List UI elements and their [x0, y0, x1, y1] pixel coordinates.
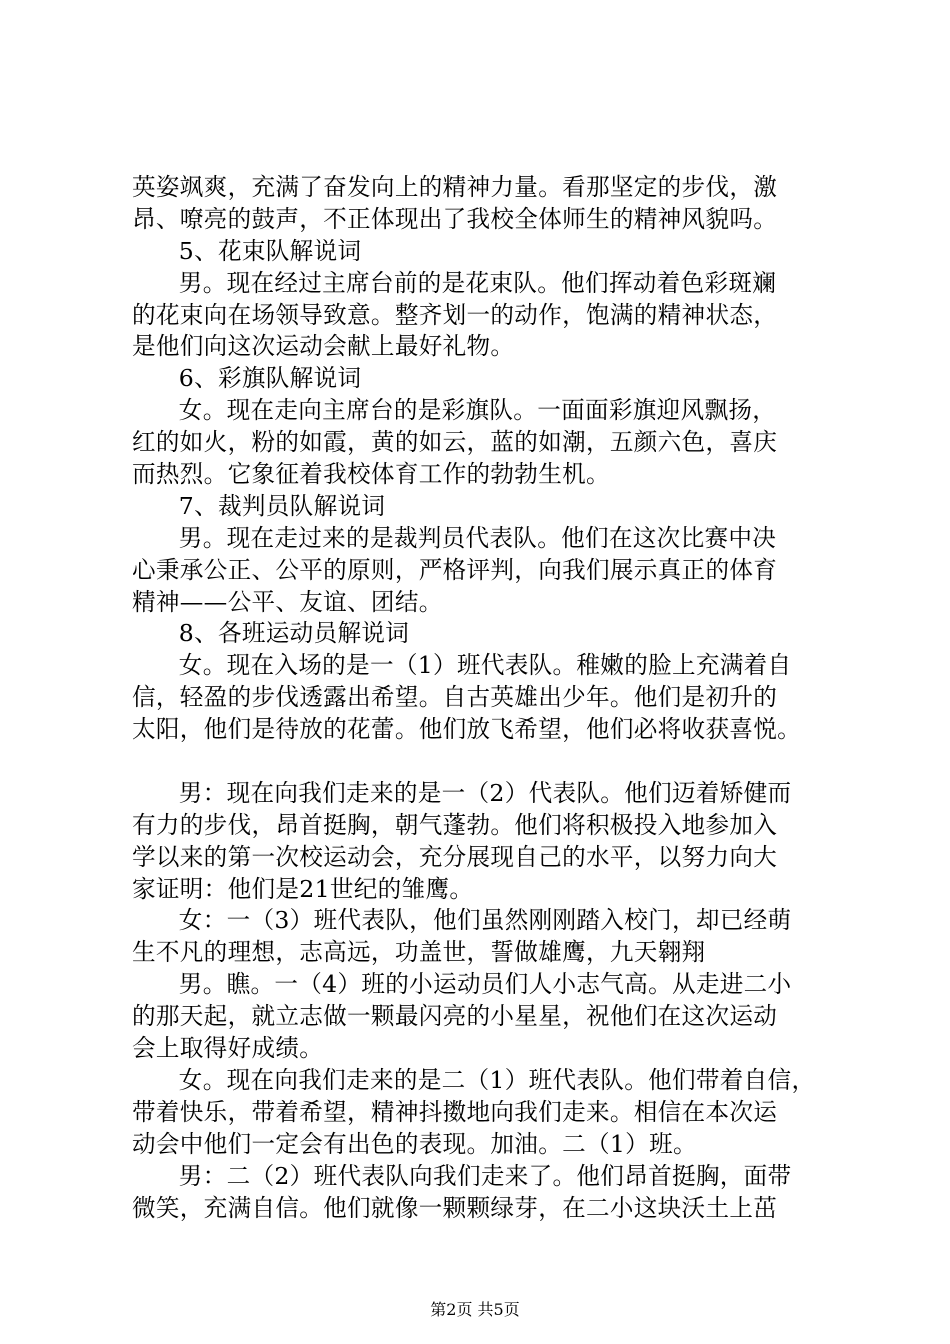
text-line: 8、各班运动员解说词 [132, 619, 410, 648]
text-line: 信，轻盈的步伐透露出希望。自古英雄出少年。他们是初升的 [132, 683, 778, 712]
blank-line [132, 746, 832, 778]
page-footer: 第2页 共5页 [430, 1300, 520, 1319]
text-line: 男。瞧。一（4）班的小运动员们人小志气高。从走进二小 [132, 970, 792, 999]
text-line: 英姿飒爽，充满了奋发向上的精神力量。看那坚定的步伐，激 [132, 173, 778, 201]
text-line: 生不凡的理想，志高远，功盖世，誓做雄鹰，九天翱翔 [132, 938, 706, 967]
text-line: 太阳，他们是待放的花蕾。他们放飞希望，他们必将收获喜悦。 [132, 715, 802, 744]
text-line: 女：一（3）班代表队，他们虽然刚刚踏入校门，却已经萌 [132, 906, 792, 935]
text-line: 微笑，充满自信。他们就像一颗颗绿芽，在二小这块沃土上茁 [132, 1193, 778, 1222]
text-line: 是他们向这次运动会献上最好礼物。 [132, 332, 515, 361]
text-line: 昂、嘹亮的鼓声，不正体现出了我校全体师生的精神风貌吗。 [132, 204, 778, 233]
text-line: 精神——公平、友谊、团结。 [132, 587, 443, 616]
text-line: 心秉承公正、公平的原则，严格评判，向我们展示真正的体育 [132, 555, 778, 584]
text-line: 7、裁判员队解说词 [132, 491, 386, 520]
text-line: 6、彩旗队解说词 [132, 364, 362, 393]
text-line: 带着快乐，带着希望，精神抖擞地向我们走来。相信在本次运 [132, 1097, 778, 1126]
text-line: 有力的步伐，昂首挺胸，朝气蓬勃。他们将积极投入地参加入 [132, 810, 778, 839]
text-line: 家证明：他们是21世纪的雏鹰。 [132, 874, 474, 903]
text-line: 女。现在向我们走来的是二（1）班代表队。他们带着自信， [132, 1065, 816, 1094]
document-body [132, 172, 832, 1224]
text-line: 5、花束队解说词 [132, 236, 362, 265]
text-line: 动会中他们一定会有出色的表现。加油。二（1）班。 [132, 1129, 697, 1158]
text-line: 男。现在走过来的是裁判员代表队。他们在这次比赛中决 [132, 523, 777, 552]
text-line: 女。现在入场的是一（1）班代表队。稚嫩的脸上充满着自 [132, 651, 792, 680]
text-line: 的那天起，就立志做一颗最闪亮的小星星，祝他们在这次运动 [132, 1002, 778, 1031]
text-line: 学以来的第一次校运动会，充分展现自己的水平，以努力向大 [132, 842, 778, 871]
text-line: 而热烈。它象征着我校体育工作的勃勃生机。 [132, 460, 610, 489]
text-line: 会上取得好成绩。 [132, 1034, 324, 1063]
text-line: 女。现在走向主席台的是彩旗队。一面面彩旗迎风飘扬， [132, 396, 777, 425]
text-line: 男。现在经过主席台前的是花束队。他们挥动着色彩斑斓 [132, 268, 777, 297]
text-line: 红的如火，粉的如霞，黄的如云，蓝的如潮，五颜六色，喜庆 [132, 428, 778, 457]
text-line: 男：二（2）班代表队向我们走来了。他们昂首挺胸，面带 [132, 1161, 792, 1190]
text-line: 男：现在向我们走来的是一（2）代表队。他们迈着矫健而 [132, 778, 792, 807]
text-line: 的花束向在场领导致意。整齐划一的动作，饱满的精神状态， [132, 300, 778, 329]
